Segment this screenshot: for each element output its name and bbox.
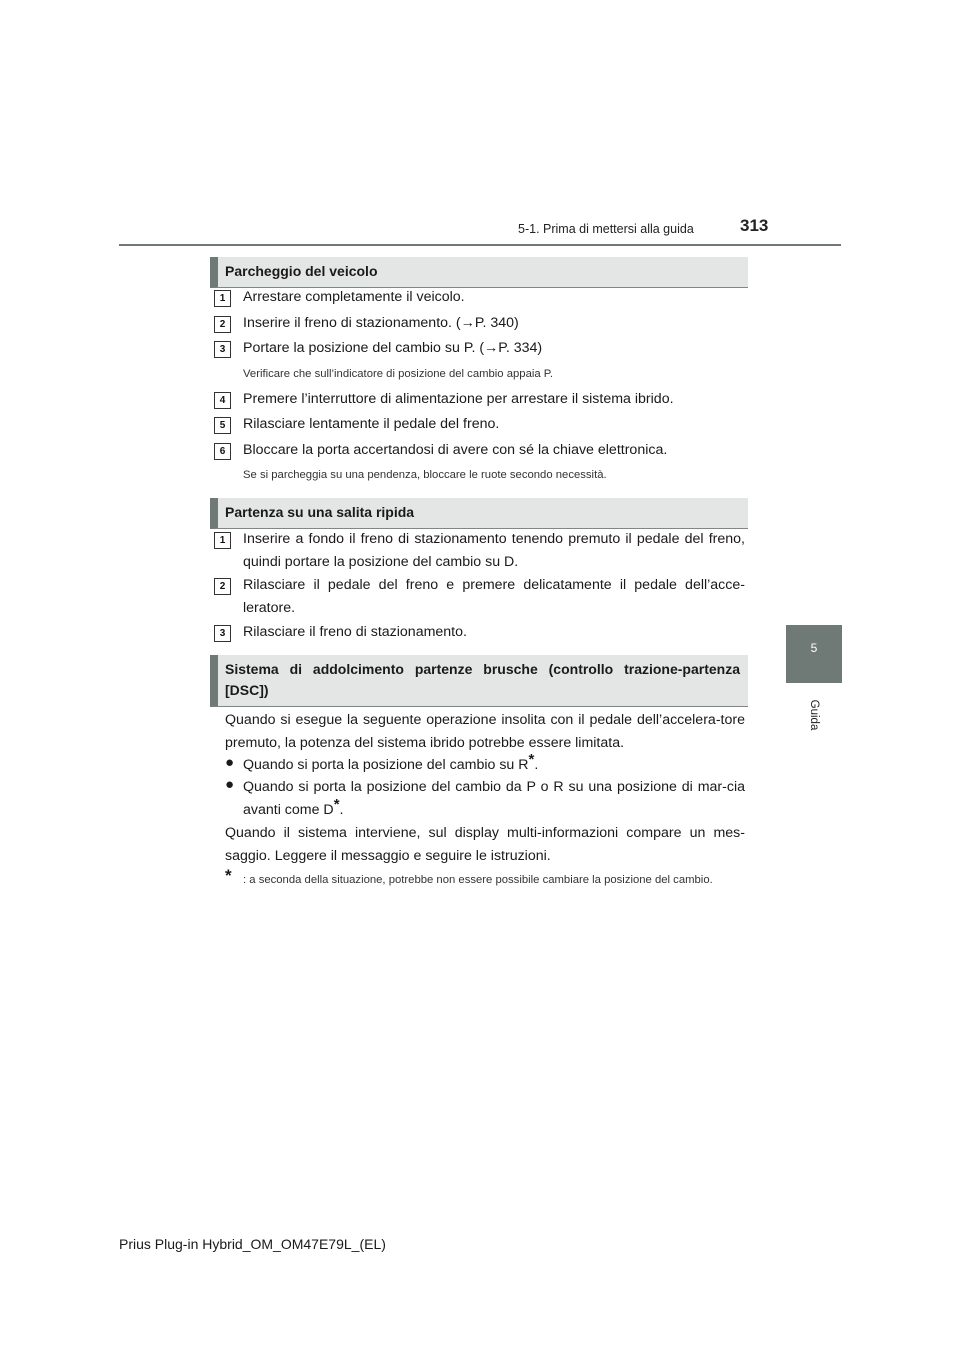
step-number: 5	[214, 417, 231, 434]
bullet-text	[243, 776, 745, 822]
dsc-outro: Quando il sistema interviene, sul display multi-informazioni compare un mes-saggio. Leggere il messaggio e seguire le istruzioni.	[225, 825, 745, 864]
step-text: Rilasciare lentamente il pedale del freno.	[243, 416, 500, 432]
step-text: Inserire a fondo il freno di stazionamento tenendo premuto il pedale del freno, quindi portare la posizione del cambio su D.	[243, 531, 745, 570]
step-text: Rilasciare il pedale del freno e premere delicatamente il pedale dell’acce-leratore.	[243, 577, 745, 616]
step-number: 6	[214, 443, 231, 460]
dsc-intro: Quando si esegue la seguente operazione insolita con il pedale dell’accelera-tore premuto, la potenza del sistema ibrido potrebbe essere limitata.	[225, 712, 745, 751]
bullet-text	[243, 751, 745, 777]
section-heading-parking: Parcheggio del veicolo	[210, 257, 748, 288]
step-text: Rilasciare il freno di stazionamento.	[243, 624, 467, 640]
step-number: 3	[214, 341, 231, 358]
footnote-asterisk: *	[225, 866, 232, 885]
asterisk-mark: *	[333, 796, 340, 813]
section-heading-hill-start: Partenza su una salita ripida	[210, 498, 748, 529]
step-number: 1	[214, 290, 231, 307]
step-text: Bloccare la porta accertandosi di avere con sé la chiave elettronica.	[243, 442, 668, 458]
chapter-label	[786, 690, 842, 740]
step-number: 4	[214, 392, 231, 409]
chapter-tab	[786, 625, 842, 683]
header-divider	[119, 244, 841, 246]
running-header-section: 5-1. Prima di mettersi alla guida	[518, 222, 694, 236]
step-number: 3	[214, 625, 231, 642]
footer-document-id: Prius Plug-in Hybrid_OM_OM47E79L_(EL)	[119, 1236, 386, 1252]
bullet-period: .	[339, 802, 344, 818]
asterisk-mark: *	[528, 751, 535, 768]
bullet-icon: ●	[225, 776, 235, 793]
bullet-icon: ●	[225, 754, 235, 771]
bullet-text-main: Quando si porta la posizione del cambio su R	[243, 757, 529, 773]
step-text: Portare la posizione del cambio su P. (→P. 334)	[243, 340, 543, 356]
step-text: Premere l’interruttore di alimentazione per arrestare il sistema ibrido.	[243, 391, 674, 407]
step-text: Arrestare completamente il veicolo.	[243, 289, 465, 305]
step-number: 2	[214, 578, 231, 595]
step-note: Verificare che sull’indicatore di posizione del cambio appaia P.	[243, 368, 554, 380]
step-number: 1	[214, 532, 231, 549]
section-heading-dsc: Sistema di addolcimento partenze brusche (controllo trazione-partenza [DSC])	[210, 655, 748, 707]
step-text: Inserire il freno di stazionamento. (→P. 340)	[243, 315, 519, 331]
bullet-text-main: Quando si porta la posizione del cambio da P o R su una posizione di mar-cia avanti come D	[243, 779, 745, 818]
chapter-tab-number: 5	[810, 641, 818, 655]
page-number: 313	[740, 216, 769, 235]
step-note: Se si parcheggia su una pendenza, bloccare le ruote secondo necessità.	[243, 469, 607, 481]
bullet-period: .	[534, 757, 539, 773]
chapter-label-text: Guida	[808, 699, 820, 731]
footnote-text: : a seconda della situazione, potrebbe non essere possibile cambiare la posizione del cambio.	[243, 874, 713, 886]
step-number: 2	[214, 316, 231, 333]
